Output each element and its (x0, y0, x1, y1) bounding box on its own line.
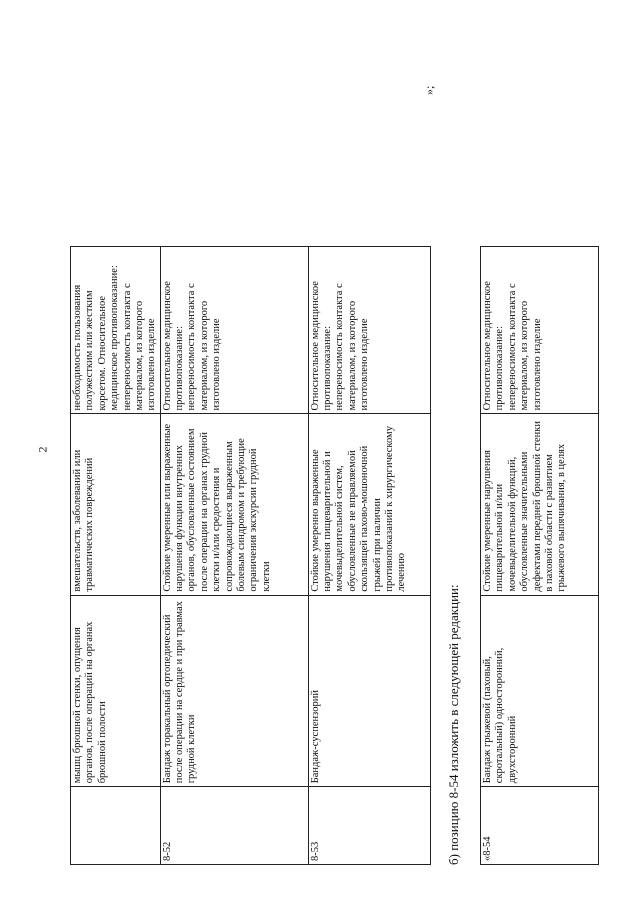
name-cell: мышц брюшной стенки, опущения органов, после операций на органах брюшной полости (71, 595, 161, 787)
name-cell: Бандаж-суспензорий (308, 595, 430, 787)
table-row (71, 247, 161, 865)
contraindication-cell: необходимость пользования полужестким или жестким корсетом. Относительное медицинское противопоказание: непереносимость контакта с материалом, из которого изготовлено изделие (71, 247, 161, 414)
indication-cell: вмешательств, заболеваний или травматических повреждений (71, 414, 161, 595)
code-cell (71, 787, 161, 865)
code-cell: «8-54 (481, 787, 599, 865)
section-heading: б) позицию 8-54 изложить в следующей редакции: (446, 584, 461, 865)
code-cell: 8-53 (308, 787, 430, 865)
contraindication-cell: Относительное медицинское противопоказание: непереносимость контакта с материалом, из которого изготовлено изделие (481, 247, 599, 414)
name-cell: Бандаж грыжевой (паховый, скротальный) односторонний, двухсторонний (481, 595, 599, 787)
indication-cell: Стойкие умеренные нарушения пищеварительной и/или мочевыделительной функций, обусловленные значительными дефектами передней брюшной стенки в паховой области с развитием грыжевого выпячивания, в целях (481, 414, 599, 595)
top-table (70, 246, 431, 865)
table-row (308, 247, 430, 865)
closing-quote-mark: »; (422, 85, 436, 95)
table-row (481, 247, 599, 865)
contraindication-cell: Относительное медицинское противопоказание: непереносимость контакта с материалом, из которого изготовлено изделие (160, 247, 308, 414)
indication-cell: Стойкие умеренно выраженные нарушения пищеварительной и мочевыделительной систем, обусловленные не вправляемой скользящей пахово-мошоночной грыжей при наличии противопоказаний к хирургическому лечению (308, 414, 430, 595)
contraindication-cell: Относительное медицинское противопоказание: непереносимость контакта с материалом, из которого изготовлено изделие (308, 247, 430, 414)
table-row (160, 247, 308, 865)
indication-cell: Стойкие умеренные или выраженные нарушения функции внутренних органов, обусловленные состоянием после операции на органах грудной клетки и/или средостения и сопровождающиеся выраженным болевым синдромом и требующие ограничения экскурсии грудной клетки (160, 414, 308, 595)
page-number: 2 (35, 446, 50, 453)
code-cell: 8-52 (160, 787, 308, 865)
name-cell: Бандаж торакальный ортопедический после операции на сердце и при травмах грудной клетки (160, 595, 308, 787)
bottom-table (480, 246, 599, 865)
